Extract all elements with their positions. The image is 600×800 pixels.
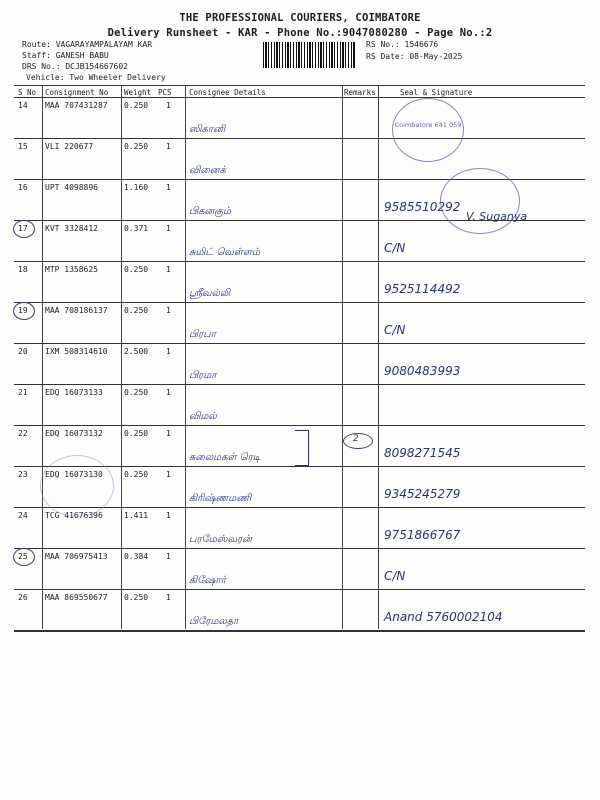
pcs-value: 1 <box>166 511 171 520</box>
consignment-number: VLI 220677 <box>45 142 94 151</box>
row-divider <box>14 589 585 590</box>
consignee-handwritten-name: சுமிட் வெள்ளம் <box>189 247 260 258</box>
column-header-remarks: Remarks <box>344 88 376 97</box>
weight-value: 1.411 <box>124 511 149 520</box>
row-serial-number: 14 <box>18 101 28 110</box>
row-serial-number: 17 <box>18 224 28 233</box>
row-serial-number: 22 <box>18 429 28 438</box>
serial-circle-mark <box>13 220 35 238</box>
weight-value: 0.250 <box>124 593 149 602</box>
consignee-handwritten-name: ஸிகானி <box>189 124 226 135</box>
weight-value: 0.371 <box>124 224 149 233</box>
row-divider <box>14 261 585 262</box>
consignee-handwritten-name: ஸ்ரீவல்லி <box>189 288 231 299</box>
table-header-border <box>14 97 585 98</box>
row-serial-number: 20 <box>18 347 28 356</box>
consignment-number: TCG 41676396 <box>45 511 103 520</box>
barcode <box>263 42 355 68</box>
remarks-mark: 2 <box>353 434 359 444</box>
row-serial-number: 25 <box>18 552 28 561</box>
consignment-number: EDQ 16073132 <box>45 429 103 438</box>
consignee-handwritten-name: பரமேஸ்வரன் <box>189 534 252 545</box>
consignee-handwritten-name: பிகனகும் <box>189 206 232 217</box>
seal-stamp <box>40 455 114 517</box>
column-header-weight: Weight <box>124 88 152 97</box>
rs-number: RS No.: 1546676 <box>366 40 439 49</box>
weight-value: 0.250 <box>124 101 149 110</box>
consignment-number: MAA 706975413 <box>45 552 108 561</box>
consignment-number: IXM 508314610 <box>45 347 108 356</box>
table-top-border <box>14 85 585 86</box>
column-header-seal-signature: Seal & Signature <box>400 88 473 97</box>
pcs-value: 1 <box>166 593 171 602</box>
weight-value: 0.250 <box>124 142 149 151</box>
row-serial-number: 23 <box>18 470 28 479</box>
weight-value: 1.160 <box>124 183 149 192</box>
consignment-number: EDQ 16073133 <box>45 388 103 397</box>
drs-label: DRS No.: DCJB154667602 <box>22 62 128 71</box>
staff-label: Staff: GANESH BABU <box>22 51 109 60</box>
column-header-sno: S No <box>18 88 37 97</box>
table-bottom-border <box>14 631 585 632</box>
column-header-consignee: Consignee Details <box>189 88 266 97</box>
handwritten-bracket <box>295 430 309 466</box>
pcs-value: 1 <box>166 552 171 561</box>
runsheet-title: Delivery Runsheet - KAR - Phone No.:9047080280 - Page No.:2 <box>107 27 493 39</box>
row-serial-number: 21 <box>18 388 28 397</box>
signature-handwritten: C/N <box>384 323 406 337</box>
signature-handwritten: 9080483993 <box>384 364 461 378</box>
pcs-value: 1 <box>166 265 171 274</box>
row-serial-number: 19 <box>18 306 28 315</box>
pcs-value: 1 <box>166 470 171 479</box>
signature-handwritten: 9751866767 <box>384 528 461 542</box>
pcs-value: 1 <box>166 306 171 315</box>
weight-value: 0.250 <box>124 265 149 274</box>
pcs-value: 1 <box>166 429 171 438</box>
signature-handwritten: C/N <box>384 241 406 255</box>
serial-circle-mark <box>13 548 35 566</box>
signature-handwritten: Anand 5760002104 <box>384 610 503 624</box>
row-serial-number: 26 <box>18 593 28 602</box>
weight-value: 2.500 <box>124 347 149 356</box>
weight-value: 0.250 <box>124 429 149 438</box>
consignment-number: MTP 1358625 <box>45 265 98 274</box>
consignee-handwritten-name: பிரமா <box>189 370 217 381</box>
row-divider <box>14 548 585 549</box>
consignee-handwritten-name: கிரிஷ்ணமணி <box>189 493 252 504</box>
weight-value: 0.384 <box>124 552 149 561</box>
signature-handwritten: 8098271545 <box>384 446 461 460</box>
weight-value: 0.250 <box>124 388 149 397</box>
row-divider <box>14 425 585 426</box>
consignee-handwritten-name: பிரபா <box>189 329 216 340</box>
row-divider <box>14 384 585 385</box>
serial-circle-mark <box>13 302 35 320</box>
consignment-number: MAA 707431287 <box>45 101 108 110</box>
column-header-pcs: PCS <box>158 88 172 97</box>
row-divider <box>14 343 585 344</box>
row-serial-number: 16 <box>18 183 28 192</box>
column-header-consignment: Consignment No <box>45 88 109 97</box>
signature-handwritten: 9345245279 <box>384 487 461 501</box>
rs-date: RS Date: 08-May-2025 <box>366 52 463 61</box>
consignment-number: MAA 708186137 <box>45 306 108 315</box>
signature-name: V. Suganya <box>466 210 528 223</box>
company-title: THE PROFESSIONAL COURIERS, COIMBATORE <box>179 12 421 24</box>
consignee-handwritten-name: கிஷோர் <box>189 575 226 586</box>
row-serial-number: 24 <box>18 511 28 520</box>
pcs-value: 1 <box>166 183 171 192</box>
signature-handwritten: 9585510292 <box>384 200 461 214</box>
seal-stamp: Coimbatore 641 059 <box>392 98 464 162</box>
row-divider <box>14 302 585 303</box>
weight-value: 0.250 <box>124 470 149 479</box>
row-divider <box>14 138 585 139</box>
consignment-number: EDQ 16073130 <box>45 470 103 479</box>
pcs-value: 1 <box>166 142 171 151</box>
signature-handwritten: 9525114492 <box>384 282 461 296</box>
pcs-value: 1 <box>166 347 171 356</box>
consignee-handwritten-name: விமல் <box>189 411 217 422</box>
consignment-number: KVT 3328412 <box>45 224 98 233</box>
seal-stamp <box>440 168 520 234</box>
vehicle-label: Vehicle: Two Wheeler Delivery <box>26 73 166 82</box>
pcs-value: 1 <box>166 388 171 397</box>
consignment-number: MAA 869550677 <box>45 593 108 602</box>
row-serial-number: 18 <box>18 265 28 274</box>
weight-value: 0.250 <box>124 306 149 315</box>
route-label: Route: VAGARAYAMPALAYAM KAR <box>22 40 153 49</box>
row-serial-number: 15 <box>18 142 28 151</box>
consignee-handwritten-name: கலைமகள் ரெடி <box>189 452 261 463</box>
signature-handwritten: C/N <box>384 569 406 583</box>
pcs-value: 1 <box>166 224 171 233</box>
pcs-value: 1 <box>166 101 171 110</box>
consignment-number: UPT 4098896 <box>45 183 98 192</box>
consignee-handwritten-name: பிரேமலதா <box>189 616 239 627</box>
consignee-handwritten-name: வினைக் <box>189 165 226 176</box>
